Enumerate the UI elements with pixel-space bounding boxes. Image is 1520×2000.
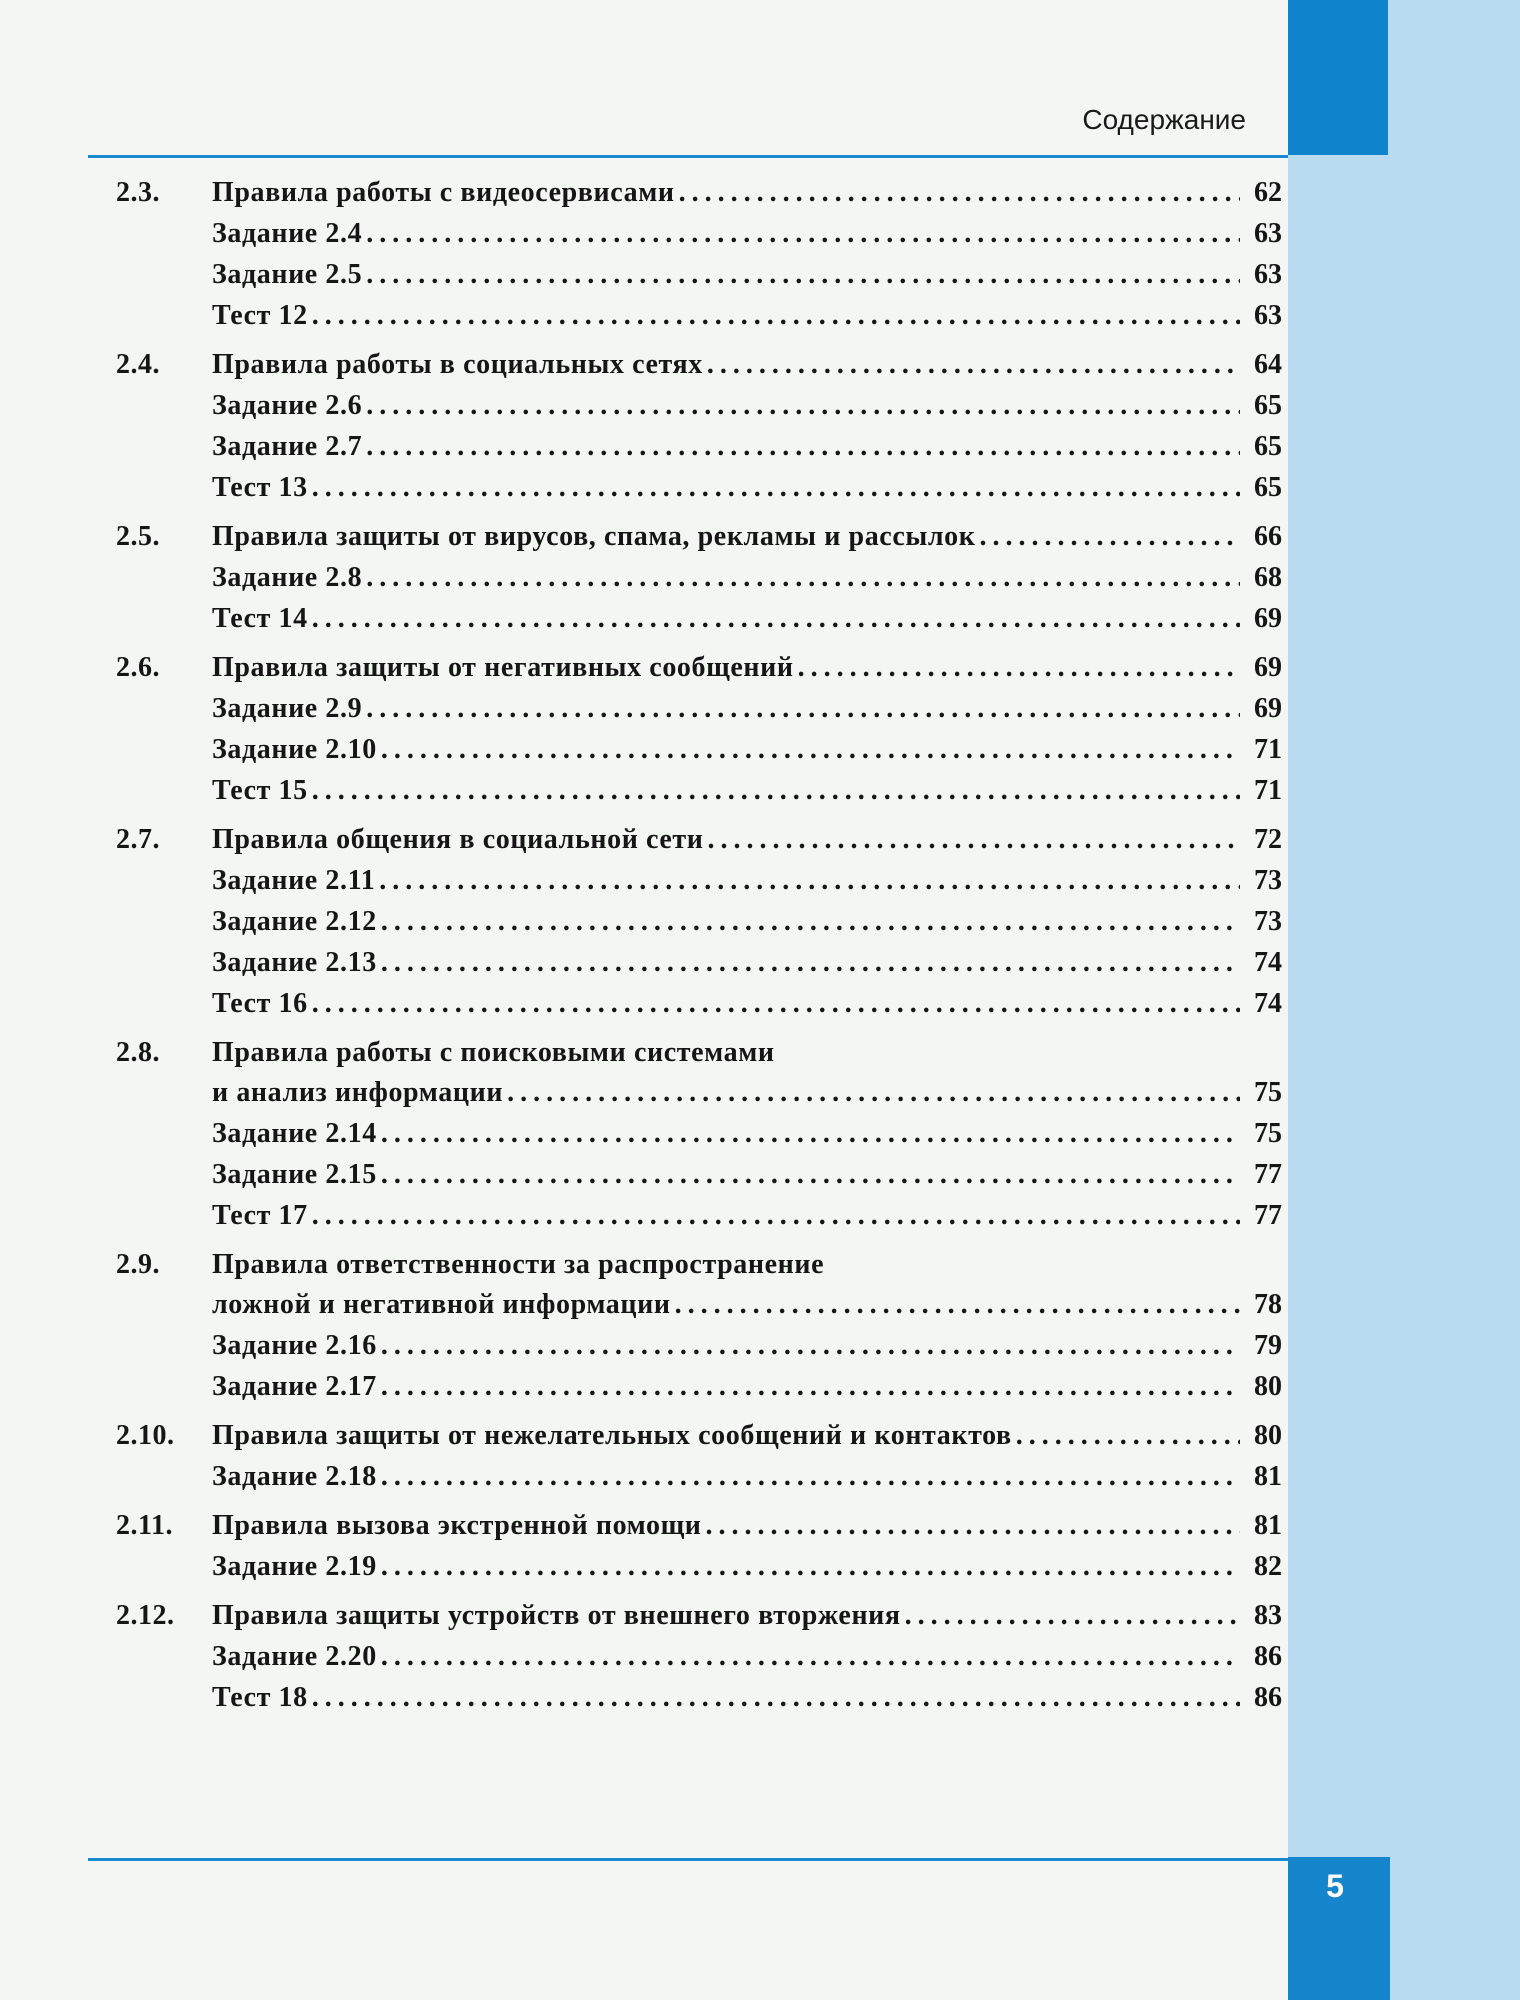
section-number: 2.7. xyxy=(116,824,160,855)
section-number: 2.10. xyxy=(116,1420,175,1451)
toc-section xyxy=(116,819,1282,1024)
dot-leader xyxy=(379,860,1240,901)
toc-item-label: Тест 12 xyxy=(212,300,308,331)
dot-leader xyxy=(381,1366,1240,1407)
toc-item-label: Задание 2.10 xyxy=(212,734,377,765)
toc-item-page-number: 80 xyxy=(1254,1371,1282,1402)
toc-section xyxy=(116,1595,1282,1718)
toc-item-label: Задание 2.16 xyxy=(212,1330,377,1361)
dot-leader xyxy=(381,729,1240,770)
toc-item-label: Задание 2.4 xyxy=(212,218,363,249)
toc-item-row[interactable] xyxy=(116,1195,1282,1236)
toc-item-row[interactable] xyxy=(116,770,1282,811)
toc-section-title-row[interactable] xyxy=(116,1284,1282,1325)
toc-item-label: Тест 18 xyxy=(212,1682,308,1713)
toc-section-title-row[interactable] xyxy=(116,172,1282,213)
toc-item-label: Задание 2.17 xyxy=(212,1371,377,1402)
toc-item-page-number: 63 xyxy=(1254,259,1282,290)
toc-item-page-number: 73 xyxy=(1254,906,1282,937)
section-number: 2.3. xyxy=(116,177,160,208)
toc-section-title-row[interactable] xyxy=(116,1244,1282,1284)
toc-item-label: Задание 2.8 xyxy=(212,562,363,593)
dot-leader xyxy=(312,770,1240,811)
section-title: Правила защиты от вирусов, спама, рекламы и рассылок xyxy=(212,521,976,552)
dot-leader xyxy=(381,1546,1240,1587)
section-title: ложной и негативной информации xyxy=(212,1289,671,1320)
toc-item-label: Задание 2.11 xyxy=(212,865,376,896)
toc-item-row[interactable] xyxy=(116,688,1282,729)
toc-item-page-number: 74 xyxy=(1254,947,1282,978)
toc-item-page-number: 75 xyxy=(1254,1118,1282,1149)
dot-leader xyxy=(381,1154,1240,1195)
section-page-number: 83 xyxy=(1254,1600,1282,1631)
header-accent-block xyxy=(1288,0,1388,155)
dot-leader xyxy=(798,647,1240,688)
toc-section-title-row[interactable] xyxy=(116,1032,1282,1072)
toc-item-row[interactable] xyxy=(116,860,1282,901)
toc-item-row[interactable] xyxy=(116,729,1282,770)
toc-item-row[interactable] xyxy=(116,1154,1282,1195)
dot-leader xyxy=(366,254,1240,295)
section-title: Правила ответственности за распространение xyxy=(212,1249,825,1280)
page-number: 5 xyxy=(1326,1868,1344,1904)
toc-item-row[interactable] xyxy=(116,1325,1282,1366)
dot-leader xyxy=(1016,1415,1240,1456)
toc-item-row[interactable] xyxy=(116,557,1282,598)
toc-item-row[interactable] xyxy=(116,1113,1282,1154)
toc-item-page-number: 63 xyxy=(1254,218,1282,249)
section-page-number: 80 xyxy=(1254,1420,1282,1451)
dot-leader xyxy=(366,688,1240,729)
dot-leader xyxy=(312,1195,1240,1236)
toc-item-page-number: 69 xyxy=(1254,603,1282,634)
dot-leader xyxy=(381,901,1240,942)
toc-item-label: Задание 2.9 xyxy=(212,693,363,724)
toc-item-label: Задание 2.20 xyxy=(212,1641,377,1672)
toc-section-title-row[interactable] xyxy=(116,344,1282,385)
toc-item-page-number: 81 xyxy=(1254,1461,1282,1492)
toc-section xyxy=(116,516,1282,639)
toc-section-title-row[interactable] xyxy=(116,1505,1282,1546)
toc-section xyxy=(116,1505,1282,1587)
section-number: 2.9. xyxy=(116,1249,160,1280)
toc-item-label: Задание 2.5 xyxy=(212,259,363,290)
dot-leader xyxy=(706,1505,1240,1546)
dot-leader xyxy=(979,516,1240,557)
toc-item-page-number: 86 xyxy=(1254,1682,1282,1713)
section-title: Правила защиты от нежелательных сообщений и контактов xyxy=(212,1420,1012,1451)
toc-item-row[interactable] xyxy=(116,467,1282,508)
toc-item-row[interactable] xyxy=(116,1456,1282,1497)
section-title: Правила работы с поисковыми системами xyxy=(212,1037,775,1068)
toc-item-page-number: 77 xyxy=(1254,1200,1282,1231)
dot-leader xyxy=(708,819,1240,860)
dot-leader xyxy=(366,385,1240,426)
section-title: Правила защиты устройств от внешнего вторжения xyxy=(212,1600,901,1631)
bottom-rule xyxy=(88,1858,1288,1861)
dot-leader xyxy=(312,598,1240,639)
dot-leader xyxy=(507,1072,1240,1113)
toc-item-label: Тест 14 xyxy=(212,603,308,634)
section-page-number: 72 xyxy=(1254,824,1282,855)
dot-leader xyxy=(381,1456,1240,1497)
toc-item-label: Задание 2.18 xyxy=(212,1461,377,1492)
section-title: Правила защиты от негативных сообщений xyxy=(212,652,794,683)
section-number: 2.6. xyxy=(116,652,160,683)
toc-item-page-number: 65 xyxy=(1254,472,1282,503)
toc-item-page-number: 82 xyxy=(1254,1551,1282,1582)
toc-item-row[interactable] xyxy=(116,426,1282,467)
section-page-number: 69 xyxy=(1254,652,1282,683)
toc-section-title-row[interactable] xyxy=(116,516,1282,557)
toc-item-page-number: 73 xyxy=(1254,865,1282,896)
section-page-number: 64 xyxy=(1254,349,1282,380)
section-number: 2.8. xyxy=(116,1037,160,1068)
dot-leader xyxy=(366,213,1240,254)
toc-item-page-number: 79 xyxy=(1254,1330,1282,1361)
section-title: и анализ информации xyxy=(212,1077,504,1108)
toc-section xyxy=(116,172,1282,336)
toc-item-label: Тест 16 xyxy=(212,988,308,1019)
toc-item-row[interactable] xyxy=(116,1366,1282,1407)
toc-section-title-row[interactable] xyxy=(116,1595,1282,1636)
toc-section-title-row[interactable] xyxy=(116,819,1282,860)
section-title: Правила работы с видеосервисами xyxy=(212,177,675,208)
toc-item-row[interactable] xyxy=(116,1677,1282,1718)
section-title: Правила вызова экстренной помощи xyxy=(212,1510,702,1541)
toc-item-row[interactable] xyxy=(116,254,1282,295)
section-page-number: 75 xyxy=(1254,1077,1282,1108)
toc-item-page-number: 86 xyxy=(1254,1641,1282,1672)
dot-leader xyxy=(312,467,1240,508)
dot-leader xyxy=(312,295,1240,336)
table-of-contents xyxy=(116,172,1282,1726)
section-number: 2.12. xyxy=(116,1600,175,1631)
toc-item-row[interactable] xyxy=(116,385,1282,426)
dot-leader xyxy=(905,1595,1240,1636)
toc-section-title-row[interactable] xyxy=(116,647,1282,688)
dot-leader xyxy=(366,426,1240,467)
toc-item-row[interactable] xyxy=(116,598,1282,639)
toc-item-row[interactable] xyxy=(116,942,1282,983)
section-title: Правила работы в социальных сетях xyxy=(212,349,703,380)
dot-leader xyxy=(312,983,1240,1024)
toc-item-page-number: 74 xyxy=(1254,988,1282,1019)
top-rule xyxy=(88,155,1288,158)
toc-section xyxy=(116,1415,1282,1497)
toc-item-label: Задание 2.6 xyxy=(212,390,363,421)
toc-item-label: Задание 2.19 xyxy=(212,1551,377,1582)
dot-leader xyxy=(381,1113,1240,1154)
section-number: 2.5. xyxy=(116,521,160,552)
dot-leader xyxy=(312,1677,1240,1718)
toc-item-label: Задание 2.13 xyxy=(212,947,377,978)
toc-item-row[interactable] xyxy=(116,1636,1282,1677)
section-number: 2.11. xyxy=(116,1510,173,1541)
section-number: 2.4. xyxy=(116,349,160,380)
toc-item-label: Задание 2.15 xyxy=(212,1159,377,1190)
section-title: Правила общения в социальной сети xyxy=(212,824,704,855)
toc-section-title-row[interactable] xyxy=(116,1415,1282,1456)
dot-leader xyxy=(679,172,1240,213)
toc-item-label: Задание 2.7 xyxy=(212,431,363,462)
toc-section xyxy=(116,1032,1282,1236)
dot-leader xyxy=(366,557,1240,598)
toc-item-page-number: 69 xyxy=(1254,693,1282,724)
toc-item-page-number: 65 xyxy=(1254,431,1282,462)
toc-item-label: Тест 13 xyxy=(212,472,308,503)
toc-item-label: Тест 17 xyxy=(212,1200,308,1231)
toc-item-row[interactable] xyxy=(116,983,1282,1024)
toc-item-page-number: 77 xyxy=(1254,1159,1282,1190)
dot-leader xyxy=(707,344,1240,385)
toc-item-page-number: 71 xyxy=(1254,775,1282,806)
toc-item-row[interactable] xyxy=(116,1546,1282,1587)
toc-section xyxy=(116,1244,1282,1407)
dot-leader xyxy=(381,942,1240,983)
toc-item-row[interactable] xyxy=(116,295,1282,336)
toc-section xyxy=(116,647,1282,811)
section-page-number: 62 xyxy=(1254,177,1282,208)
section-page-number: 81 xyxy=(1254,1510,1282,1541)
dot-leader xyxy=(381,1325,1240,1366)
section-page-number: 66 xyxy=(1254,521,1282,552)
section-page-number: 78 xyxy=(1254,1289,1282,1320)
toc-item-page-number: 71 xyxy=(1254,734,1282,765)
dot-leader xyxy=(381,1636,1240,1677)
toc-item-page-number: 65 xyxy=(1254,390,1282,421)
page-header-title: Содержание xyxy=(1082,104,1246,135)
toc-item-row[interactable] xyxy=(116,213,1282,254)
toc-section-title-row[interactable] xyxy=(116,1072,1282,1113)
toc-item-row[interactable] xyxy=(116,901,1282,942)
toc-item-label: Тест 15 xyxy=(212,775,308,806)
toc-section xyxy=(116,344,1282,508)
toc-item-page-number: 63 xyxy=(1254,300,1282,331)
toc-item-label: Задание 2.14 xyxy=(212,1118,377,1149)
toc-item-label: Задание 2.12 xyxy=(212,906,377,937)
toc-item-page-number: 68 xyxy=(1254,562,1282,593)
side-band xyxy=(1288,0,1520,2000)
dot-leader xyxy=(675,1284,1240,1325)
